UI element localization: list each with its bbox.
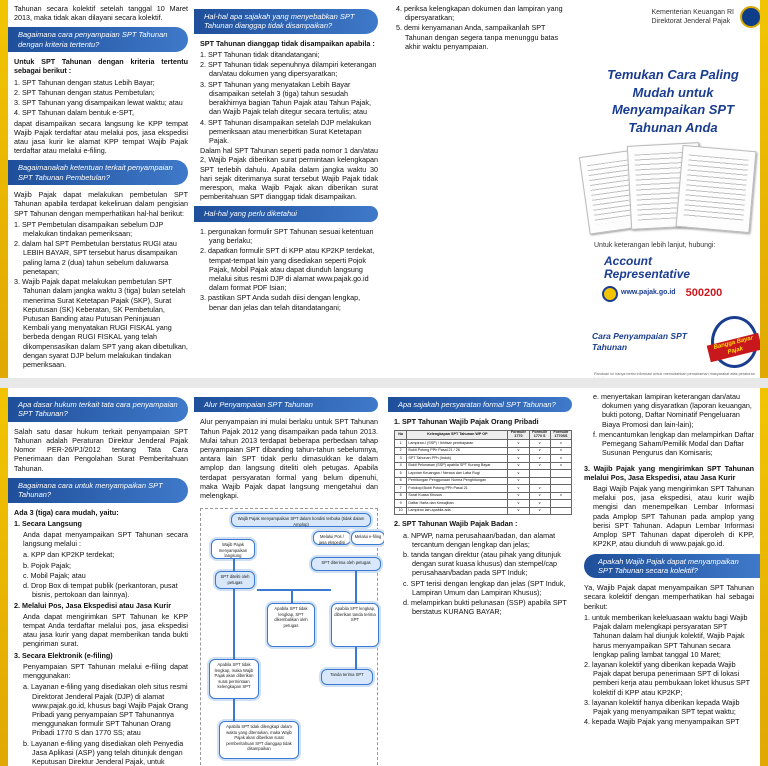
post-heading: 3. Wajib Pajak yang mengirimkan SPT Tahunan melalui Pos, Jasa Ekspedisi, atau Jasa Kurir [584,463,754,482]
table-cell: Perhitungan Penggunaan Norma Penghitungan [407,477,508,485]
list-item: 5. demi kenyamanan Anda, sampaikanlah SPT Tahunan dengan segera tanpa menunggu batas akhir waktu penyampaian. [396,23,559,51]
list-item: 2. SPT Tahunan dengan status Pembetulan; [14,87,155,97]
ministry-name: Kementerian Keuangan RI Direktorat Jenderal Pajak [651,8,734,25]
legal-basis-text: Salah satu dasar hukum terkait penyampaian SPT Tahunan adalah Peraturan Direktur Jenderal Pajak Nomor PER-26/PJ/2012 tentang Tata Cara Penerimaan dan Pengolahan Surat Pemberitahuan Tahunan. [14,426,188,473]
list-item: 3. layanan kolektif hanya diberikan kepada Wajib Pajak yang menyampaikan SPT tepat waktu; [584,697,740,717]
table-cell: 8 [395,492,407,500]
table-cell: v [529,492,550,500]
criteria-list [14,78,188,118]
brochure-outer-side [0,0,768,378]
cover-bottom-row [592,316,758,368]
panel-not-submitted [194,0,384,378]
methods-heading: Ada 3 (tiga) cara mudah, yaitu: [14,507,119,517]
table-cell: 4 [395,462,407,470]
table-cell: v [529,447,550,455]
section-heading: Hal-hal apa sajakah yang menyebabkan SPT Tahunan dianggap tidak disampaikan? [194,9,378,34]
list-item: c. SPT terisi dengan lengkap dan jelas (SPT Induk, Lampiran Umum dan Lampiran Khusus); [403,578,566,597]
list-item: 2. dapatkan formulir SPT di KPP atau KP2KP terdekat, tempat-tempat lain yang disediakan seperti Pojok Pajak, Mobil Pajak atau dapat diunduh langsung melalui situs resmi DJP di alamat www.pajak.go.id dalam format PDF Isian; [200,246,375,293]
badan-list-continued [584,392,754,458]
intro-text: Tahunan secara kolektif setelah tanggal 10 Maret 2013, maka tidak akan dilayani secara kolektif. [14,4,188,23]
table-cell: v [508,477,529,485]
table-cell: v [508,440,529,448]
list-item: 1. SPT Pembetulan disampaikan sebelum DJP melakukan tindakan pemeriksaan; [14,219,164,238]
list-item: a. Layanan e-filing yang disediakan oleh situs resmi Direktorat Jenderal Pajak (DJP) di alamat www.pajak.go.id, khusus bagi Wajib Pajak Orang Pribadi yang penyampaian SPT Tahunannya menggunakan formulir SPT Tahunan Orang Pribadi 1770 S dan 1770 SS; atau [23,682,188,738]
flow-step: Wajib Pajak menyampaikan SPT dalam kondisi terbuka (tidak dalam Amplop) [231,513,371,527]
table-cell: v [550,447,571,455]
cover-panel [578,0,768,378]
flow-arrow [233,589,235,659]
table-cell [550,507,571,515]
list-item: f. mencantumkan lengkap dan melampirkan Daftar Pemegang Saham/Pemilik Modal dan Daftar Susunan Pengurus dan Komisaris; [593,429,755,458]
website-link[interactable]: www.pajak.go.id [602,286,676,302]
direct-list [14,550,188,599]
section-heading: Bagaimana cara untuk menyampaikan SPT Tahunan? [8,478,188,503]
list-item: 3. pastikan SPT Anda sudah diisi dengan lengkap, benar dan jelas dan telah ditandatangani; [200,293,361,312]
list-item: 2. SPT Tahunan tidak sepenuhnya dilampiri keterangan dan/atau dokumen yang dipersyaratkan; [200,60,377,79]
table-cell: v [529,485,550,493]
section-heading: Bagaimanakah ketentuan terkait penyampaian SPT Tahunan Pembetulan? [8,160,188,185]
list-item: b. tanda tangan direktur (atau pihak yang ditunjuk dengan surat kuasa khusus) dan stempel/cap perusahaan/badan pada SPT Induk; [403,550,561,578]
cover-title: Temukan Cara Paling Mudah untuk Menyampaikan SPT Tahunan Anda [607,67,739,135]
method-efiling: 3. Secara Elektronik (e-filing) [14,650,113,660]
list-item: 2. dalam hal SPT Pembetulan berstatus RUGI atau LEBIH BAYAR, SPT tersebut harus disampaikan paling lama 2 (dua) tahun sebelum daluwarsa penetapan; [14,239,178,276]
list-item: a. KPP dan KP2KP terdekat; [23,550,115,560]
table-cell: v [508,500,529,508]
not-submitted-list [200,50,378,145]
flow-arrow [233,559,235,571]
panel-legal-basis: Apa dasar hukum terkait tata cara penyampaian SPT Tahunan? Salah satu dasar hukum terkait penyampaian SPT Tahunan adalah Peraturan Direktur Jenderal Pajak Nomor PER-26/PJ/2012 tentang Tata Cara Penerimaan dan Pengolahan Surat Pemberitahuan Tahunan. Bagaimana cara untuk menyampaikan SPT Tahunan? Ada 3 (tiga) cara mudah, yaitu: 1. Secara Langsung Anda dapat menyampaikan SPT Tahunan secara langsung melalui : a. KPP dan KP2KP terdekat; b. Pojok Pajak; c. Mobil Pajak; atau d. Drop Box di tempat publik (perkantoran, pusat bisnis, pertokoan dan lainnya). 2. Melalui Pos, Jasa Ekspedisi atau Jasa Kurir Anda dapat mengirimkan SPT Tahunan ke KPP tempat Anda terdaftar melalui pos, jasa ekspedisi atau jasa kurir yang dapat memberikan tanda bukti pengiriman surat. 3. Secara Elektronik (e-filing) Penyampaian SPT Tahunan melalui e-filing dapat menggunakan: a. Layanan e-filing yang disediakan oleh situs resmi Direktorat Jenderal Pajak (DJP) di alamat www.pajak.go.id, khusus bagi Wajib Pajak Orang Pribadi yang penyampaian SPT Tahunannya menggunakan formulir SPT Tahunan Orang Pribadi 1770 S dan 1770 SS; atau b. Layanan e-filing yang disediakan oleh Penyedia Jasa Aplikasi (ASP) yang telah ditunjuk dengan Keputusan Direktur Jenderal Pajak, untuk [8,388,194,766]
page-separator [0,378,768,388]
list-item: 1. SPT Tahunan dengan status Lebih Bayar; [14,77,155,87]
table-row [395,477,572,485]
table-cell: v [529,440,550,448]
disclaimer-notes: Panduan ini hanya berisi informasi untuk memudahkan pemahaman masyarakat atas peraturan [594,371,755,376]
yellow-stripe [760,0,768,378]
table-cell: 2 [395,447,407,455]
table-cell: v [529,500,550,508]
account-representative-logo: Account Representative [604,254,691,282]
flow-step: Melalui Pos / jasa ekspedisi [313,531,351,545]
table-cell [550,485,571,493]
table-cell: v [550,492,571,500]
flow-step: Wajib Pajak menyampaikan langsung [211,539,255,559]
table-cell: v [508,492,529,500]
flow-diagram [200,508,382,766]
table-cell: 3 [395,455,407,463]
table-cell [550,500,571,508]
flow-intro: Alur penyampaian ini mulai berlaku untuk SPT Tahunan Tahun Pajak 2012 yang disampaikan pada tahun 2013. Mulai tahun 2013 terdapat beberapa perbedaan tahap penyampaian SPT dibanding tahun-tahun sebelumnya, antara lain SPT tidak perlu dimasukkan ke dalam amplop dan langsung diteliti oleh petugas. Apabila terdapat persyaratan formal yang belum dipenuhi, maka Wajib Pajak dapat langsung mengetahui dan melengkapi. [200,417,378,501]
ministry-emblem-icon [740,6,762,28]
section-heading: Apakah Wajib Pajak dapat menyampaikan SPT Tahunan secara kolektif? [584,554,760,579]
list-item: 1. SPT Tahunan tidak ditandatangani; [200,49,320,59]
section-heading: Apa dasar hukum terkait tata cara penyampaian SPT Tahunan? [8,397,188,422]
flow-arrow [257,589,331,591]
panel-continued [390,0,576,378]
list-item: d. Drop Box di tempat publik (perkantoran, pusat bisnis, pertokoan dan lainnya). [23,581,178,600]
table-cell: Bukti Potong PPh Pasal 21 / 26 [407,447,508,455]
table-row [395,507,572,515]
table-cell: Surat Kuasa Khusus [407,492,508,500]
list-item: b. Pojok Pajak; [23,560,71,570]
collective-list [584,613,754,727]
badan-heading: 2. SPT Tahunan Wajib Pajak Badan : [394,519,518,529]
list-item: 2. layanan kolektif yang diberikan kepada Wajib Pajak dapat berupa penerimaan SPT di lokasi pemberi kerja atau pembukaan loket khusus SPT kolektif di KPP atau KP2KP; [584,660,750,697]
table-cell [529,470,550,478]
list-item: 1. untuk memberikan keleluasaan waktu bagi Wajib Pajak dalam melengkapi persyaratan SPT Tahunan dalam hal diunjuk kolektif, Wajib Pajak harus menyampaikan SPT Tahunan secara lengkap paling lambat tanggal 10 Maret; [584,612,748,659]
table-row [395,447,572,455]
flow-arrow [355,571,357,603]
panel-collective [578,388,760,766]
collective-intro: Ya, Wajib Pajak dapat menyampaikan SPT Tahunan secara kolektif dengan memperhatikan hal sebagai berikut: [584,583,754,611]
ministry-header [584,6,762,28]
not-submitted-heading: SPT Tahunan dianggap tidak disampaikan apabila : [200,38,375,48]
table-row [395,485,572,493]
table-cell: v [508,447,529,455]
list-item: 4. SPT Tahunan disampaikan setelah DJP melakukan pemeriksaan atau menerbitkan Surat Ketetapan Pajak. [200,117,372,145]
yellow-stripe [0,0,8,378]
table-cell: v [508,455,529,463]
pembetulan-intro: Wajib Pajak dapat melakukan pembetulan SPT Tahunan apabila terdapat kekeliruan dalam pengisian SPT Tahunan dengan memperhatikan hal-hal berikut: [14,190,188,218]
list-item: 3. Wajib Pajak dapat melakukan pembetulan SPT Tahunan dalam jangka waktu 3 (tiga) bulan setelah menerima Surat Ketetapan Pajak (SKP), Surat Keputusan (SK) Keberatan, SK Pembetulan, Putusan Banding atau Putusan Peninjauan Kembali yang menyatakan RUGI FISKAL yang berbeda dengan RUGI FISKAL yang telah dikompensasikan dalam SPT yang akan dibetulkan, dengan syarat DJP belum melakukan tindakan pemeriksaan. [14,277,188,370]
section-heading: Hal-hal yang perlu diketahui [194,206,378,221]
table-cell: Daftar Harta dan Kewajiban [407,500,508,508]
list-item: b. Layanan e-filing yang disediakan oleh Penyedia Jasa Aplikasi (ASP) yang telah ditunjuk dengan Keputusan Direktur Jenderal Pajak, untuk [23,738,184,766]
table-row [395,440,572,448]
panel-criteria [8,0,194,378]
list-item: e. menyertakan lampiran keterangan dan/atau dokumen yang disyaratkan (laporan keuangan, bukti potong, Daftar Nominatif Pengeluaran Biaya Promosi dan lain-lain); [593,392,752,429]
table-cell: v [550,440,571,448]
table-cell: Lampiran lain apabila ada [407,507,508,515]
table-cell: v [550,462,571,470]
section-heading: Apa sajakah persyaratan formal SPT Tahunan? [388,397,572,412]
table-header: No Kelengkapan SPT Tahunan WP OP Formulir 1770 Formulir 1770 S Formulir 1770SS [395,430,572,440]
flow-step: Tanda terima SPT [321,669,373,685]
list-item: 4. SPT Tahunan dalam bentuk e-SPT, [14,108,134,118]
flow-arrow [233,699,235,721]
phone-number: 500200 [685,287,723,300]
table-cell: 1 [395,440,407,448]
table-row [395,470,572,478]
table-row [395,455,572,463]
efiling-list [14,682,188,766]
table-cell: v [508,507,529,515]
table-row [395,462,572,470]
post-text: Bagi Wajib Pajak yang mengirimkan SPT Tahunan melalui pos, jasa ekspedisi, atau kurir wajib mengisi dan menempelkan Lembar Informasi pada Amplop SPT Tahunan pada amplop yang berisi SPT Tahunan. Adapun Lembar Informasi Amplop SPT Tahunan dapat diperoleh di KPP, KP2KP, atau diunduh di www.pajak.go.id. [593,483,754,549]
know-list-continued [396,4,570,51]
list-item: 3. SPT Tahunan yang menyatakan Lebih Bayar disampaikan setelah 3 (tiga) tahun sesudah berakhirnya bagian Tahun Pajak atau Tahun Pajak, dan Wajib Pajak telah ditegur secara tertulis; atau [200,79,371,117]
table-cell: 5 [395,470,407,478]
table-cell [550,477,571,485]
cover-subtitle: Cara Penyampaian SPT Tahunan [592,330,687,352]
table-cell: 6 [395,477,407,485]
section-heading: Alur Penyampaian SPT Tahunan [194,397,378,412]
table-row [395,500,572,508]
requirements-table [394,430,572,516]
flow-step: Apabila SPT lengkap, diberikan tanda terima SPT [331,603,379,647]
list-item: 3. SPT Tahunan yang disampaikan lewat waktu; atau [14,98,183,108]
yellow-stripe [0,388,8,766]
list-item: d. melampirkan bukti pelunasan (SSP) apabila SPT berstatus KURANG BAYAR; [403,598,567,617]
contact-label: Untuk keterangan lebih lanjut, hubungi: [594,242,716,250]
table-cell: 7 [395,485,407,493]
list-item: 1. pergunakan formulir SPT Tahunan sesuai ketentuan yang berlaku; [200,226,374,246]
globe-icon [602,286,618,302]
tax-forms-illustration [584,142,764,234]
yellow-stripe [760,388,768,766]
brochure-inner-side [0,388,768,766]
table-cell: v [508,462,529,470]
criteria-heading: Untuk SPT Tahunan dengan kriteria tertentu sebagai berikut : [14,57,188,76]
list-item: 4. periksa kelengkapan dokumen dan lampiran yang dipersyaratkan; [396,4,563,23]
flow-step: SPT diteliti oleh petugas [215,571,255,589]
flow-arrow [291,589,293,603]
not-submitted-tail: Dalam hal SPT Tahunan seperti pada nomor 1 dan/atau 2, Wajib Pajak diberikan surat permintaan kelengkapan SPT terlebih dahulu. Apabila dalam jangka waktu 30 hari sejak diterimanya surat tersebut Wajib Pajak tidak merespon, maka Wajib Pajak akan diberikan surat pemberitahuan SPT dianggap tidak disampaikan. [200,146,378,202]
op-heading: 1. SPT Tahunan Wajib Pajak Orang Pribadi [394,417,539,427]
contact-row [602,286,762,302]
know-list [200,227,378,312]
table-cell: Bukti Pelunasan (SSP) apabila SPT Kurang Bayar [407,462,508,470]
table-cell [550,470,571,478]
panel-requirements [388,388,578,766]
flow-step: SPT diterima oleh petugas [311,557,381,571]
table-cell: v [529,507,550,515]
table-row [395,492,572,500]
flow-step: Melalui e-filing [351,531,384,545]
section-heading: Bagaimana cara penyampaian SPT Tahunan dengan kriteria tertentu? [8,27,188,52]
flow-step: Apabila SPT tidak lengkap, maka Wajib Pajak akan diberikan surat permintaan kelengkapan SPT [209,659,259,699]
list-item: 4. kepada Wajib Pajak yang menyampaikan SPT [584,717,740,727]
list-item: a. NPWP, nama perusahaan/badan, dan alamat tercantum dengan lengkap dan jelas; [403,530,556,549]
flow-step: Apabila SPT tidak lengkap, SPT dikembalikan oleh petugas [267,603,315,647]
flow-arrow [355,647,357,669]
pembetulan-list [14,220,188,370]
table-cell: Lampiran-I (SSP) / Ikhtisar pembayaran [407,440,508,448]
table-cell: 9 [395,500,407,508]
method-post: 2. Melalui Pos, Jasa Ekspedisi atau Jasa Kurir [14,600,172,610]
criteria-tail: dapat disampaikan secara langsung ke KPP tempat Wajib Pajak terdaftar atau melalui pos, jasa ekspedisi atau jasa kurir ke alamat KPP tempat Wajib Pajak terdaftar atau melalui e-filing. [14,118,188,156]
table-cell: v [508,485,529,493]
list-item: c. Mobil Pajak; atau [23,570,86,580]
flow-step: Apabila SPT tidak dilengkapi dalam waktu yang ditentukan, maka Wajib Pajak akan diberikan surat pemberitahuan SPT dianggap tidak disampaikan [219,721,299,759]
table-cell: v [529,462,550,470]
table-cell: Fotokopi Bukti Potong PPh Pasal 21 [407,485,508,493]
table-cell: v [508,470,529,478]
table-cell: 10 [395,507,407,515]
bangga-bayar-pajak-stamp: Bangga Bayar Pajak [711,316,758,368]
table-cell: Laporan Keuangan / Neraca dan Laba Rugi [407,470,508,478]
table-cell: SPT Tahunan PPh (Induk) [407,455,508,463]
table-cell: v [529,455,550,463]
badan-list [394,531,572,617]
table-cell [529,477,550,485]
table-cell: v [550,455,571,463]
method-direct: 1. Secara Langsung [14,518,82,528]
panel-flow [194,388,384,766]
